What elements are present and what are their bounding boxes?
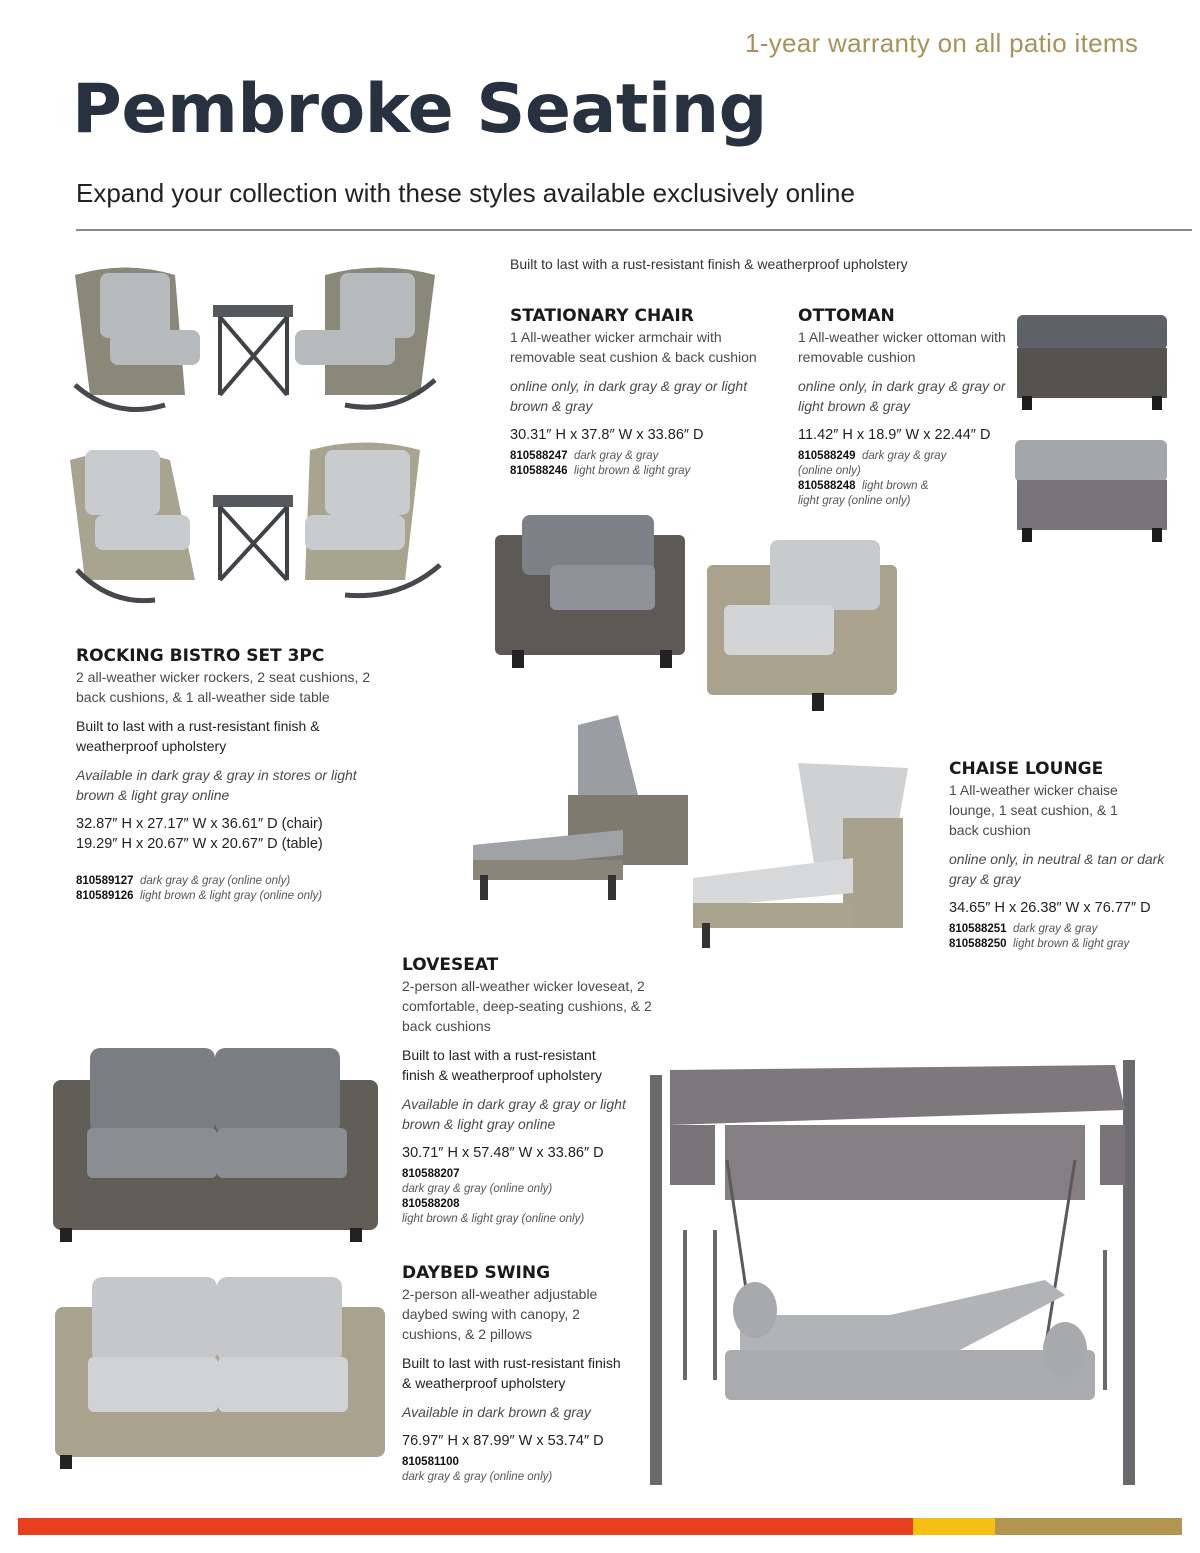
product-built: Built to last with a rust-resistant finish & weatherproof upholstery (76, 718, 320, 754)
product-dimensions: 30.31″ H x 37.8″ W x 33.86″ D (510, 427, 704, 443)
product-loveseat (402, 954, 667, 1227)
chaise-lounge-light-image (688, 758, 918, 958)
product-description: 1 All-weather wicker armchair with removable seat cushion & back cushion (510, 329, 757, 365)
product-name: OTTOMAN (798, 306, 895, 326)
page-subtitle: Expand your collection with these styles available exclusively online (76, 178, 855, 208)
sku-line (76, 889, 376, 904)
sku-line (510, 449, 785, 464)
sku-number: 810588250 (949, 938, 1007, 950)
daybed-swing-image (645, 1050, 1140, 1490)
product-description: 1 All-weather wicker chaise lounge, 1 seat cushion, & 1 back cushion (949, 782, 1118, 838)
sku-line (798, 479, 948, 509)
sku-line (402, 1167, 667, 1197)
built-note: Built to last with a rust-resistant finish & weatherproof upholstery (510, 256, 908, 272)
sku-number: 810588208 (402, 1198, 460, 1210)
product-description: 1 All-weather wicker ottoman with removable cushion (798, 329, 1006, 365)
sku-line (949, 922, 1179, 937)
rocking-bistro-light-image (55, 440, 445, 615)
product-name: ROCKING BISTRO SET 3PC (76, 646, 325, 666)
stationary-chair-light-image (702, 535, 902, 715)
sku-number: 810588251 (949, 923, 1007, 935)
footer-bar-gold (995, 1518, 1182, 1535)
sku-variant: light brown & light gray (online only) (139, 890, 323, 902)
product-dimensions-table: 19.29″ H x 20.67″ W x 20.67″ D (table) (76, 836, 323, 852)
sku-variant: dark gray & gray (online only) (798, 450, 947, 477)
product-description: 2-person all-weather adjustable daybed swing with canopy, 2 cushions, & 2 pillows (402, 1286, 598, 1342)
product-name: CHAISE LOUNGE (949, 759, 1104, 779)
product-availability: online only, in neutral & tan or dark gray & gray (949, 851, 1165, 887)
product-availability: online only, in dark gray & gray or light brown & gray (798, 378, 1006, 414)
stationary-chair-dark-image (490, 510, 690, 670)
warranty-note: 1-year warranty on all patio items (745, 28, 1139, 58)
product-rocking-bistro (76, 645, 376, 904)
product-dimensions: 34.65″ H x 26.38″ W x 76.77″ D (949, 900, 1151, 916)
product-description: 2 all-weather wicker rockers, 2 seat cushions, 2 back cushions, & 1 all-weather side table (76, 669, 371, 705)
footer-color-bar (18, 1518, 1182, 1535)
chaise-lounge-dark-image (468, 715, 693, 905)
product-availability: Available in dark gray & gray or light brown & light gray online (402, 1096, 626, 1132)
sku-variant: dark gray & gray (online only) (402, 1183, 553, 1195)
product-dimensions: 76.97″ H x 87.99″ W x 53.74″ D (402, 1433, 604, 1449)
product-availability: Available in dark gray & gray in stores or light brown & light gray online (76, 767, 357, 803)
loveseat-dark-image (45, 1040, 385, 1250)
product-availability: online only, in dark gray & gray or light brown & gray (510, 378, 748, 414)
ottoman-light-image (1012, 435, 1172, 550)
product-dimensions-chair: 32.87″ H x 27.17″ W x 36.61″ D (chair) (76, 816, 323, 832)
sku-line (510, 464, 785, 479)
sku-number: 810588247 (510, 450, 568, 462)
sku-line (798, 449, 948, 479)
product-stationary-chair (510, 305, 785, 479)
product-name: STATIONARY CHAIR (510, 306, 694, 326)
product-description: 2-person all-weather wicker loveseat, 2 comfortable, deep-seating cushions, & 2 back cushions (402, 978, 652, 1034)
footer-bar-red (18, 1518, 913, 1535)
product-availability: Available in dark brown & gray (402, 1404, 591, 1420)
sku-variant: dark gray & gray (573, 450, 659, 462)
product-ottoman (798, 305, 1008, 509)
sku-variant: dark gray & gray (online only) (139, 875, 291, 887)
product-daybed-swing (402, 1262, 647, 1485)
sku-variant: dark gray & gray (online only) (402, 1471, 553, 1483)
sku-variant: light brown & light gray (online only) (798, 480, 929, 507)
loveseat-light-image (50, 1272, 390, 1472)
sku-variant: light brown & light gray (online only) (402, 1213, 585, 1225)
product-dimensions: 30.71″ H x 57.48″ W x 33.86″ D (402, 1145, 604, 1161)
sku-number: 810589127 (76, 875, 134, 887)
sku-number: 810589126 (76, 890, 134, 902)
rocking-bistro-dark-image (55, 255, 445, 430)
sku-line (402, 1455, 647, 1485)
sku-variant: light brown & light gray (573, 465, 691, 477)
sku-number: 810581100 (402, 1456, 459, 1468)
product-dimensions: 11.42″ H x 18.9″ W x 22.44″ D (798, 427, 991, 443)
product-chaise-lounge (949, 758, 1179, 952)
page-title: Pembroke Seating (72, 70, 767, 149)
header-divider (76, 229, 1192, 231)
ottoman-dark-image (1012, 310, 1172, 420)
sku-number: 810588246 (510, 465, 568, 477)
product-built: Built to last with a rust-resistant finish & weatherproof upholstery (402, 1047, 602, 1083)
sku-variant: dark gray & gray (1012, 923, 1098, 935)
product-built: Built to last with rust-resistant finish & weatherproof upholstery (402, 1355, 621, 1391)
sku-line (402, 1197, 667, 1227)
product-name: DAYBED SWING (402, 1263, 551, 1283)
sku-number: 810588248 (798, 480, 856, 492)
footer-bar-yellow (913, 1518, 995, 1535)
sku-line (76, 874, 376, 889)
product-name: LOVESEAT (402, 955, 499, 975)
sku-line (949, 937, 1179, 952)
sku-variant: light brown & light gray (1012, 938, 1130, 950)
sku-number: 810588249 (798, 450, 856, 462)
sku-number: 810588207 (402, 1168, 460, 1180)
